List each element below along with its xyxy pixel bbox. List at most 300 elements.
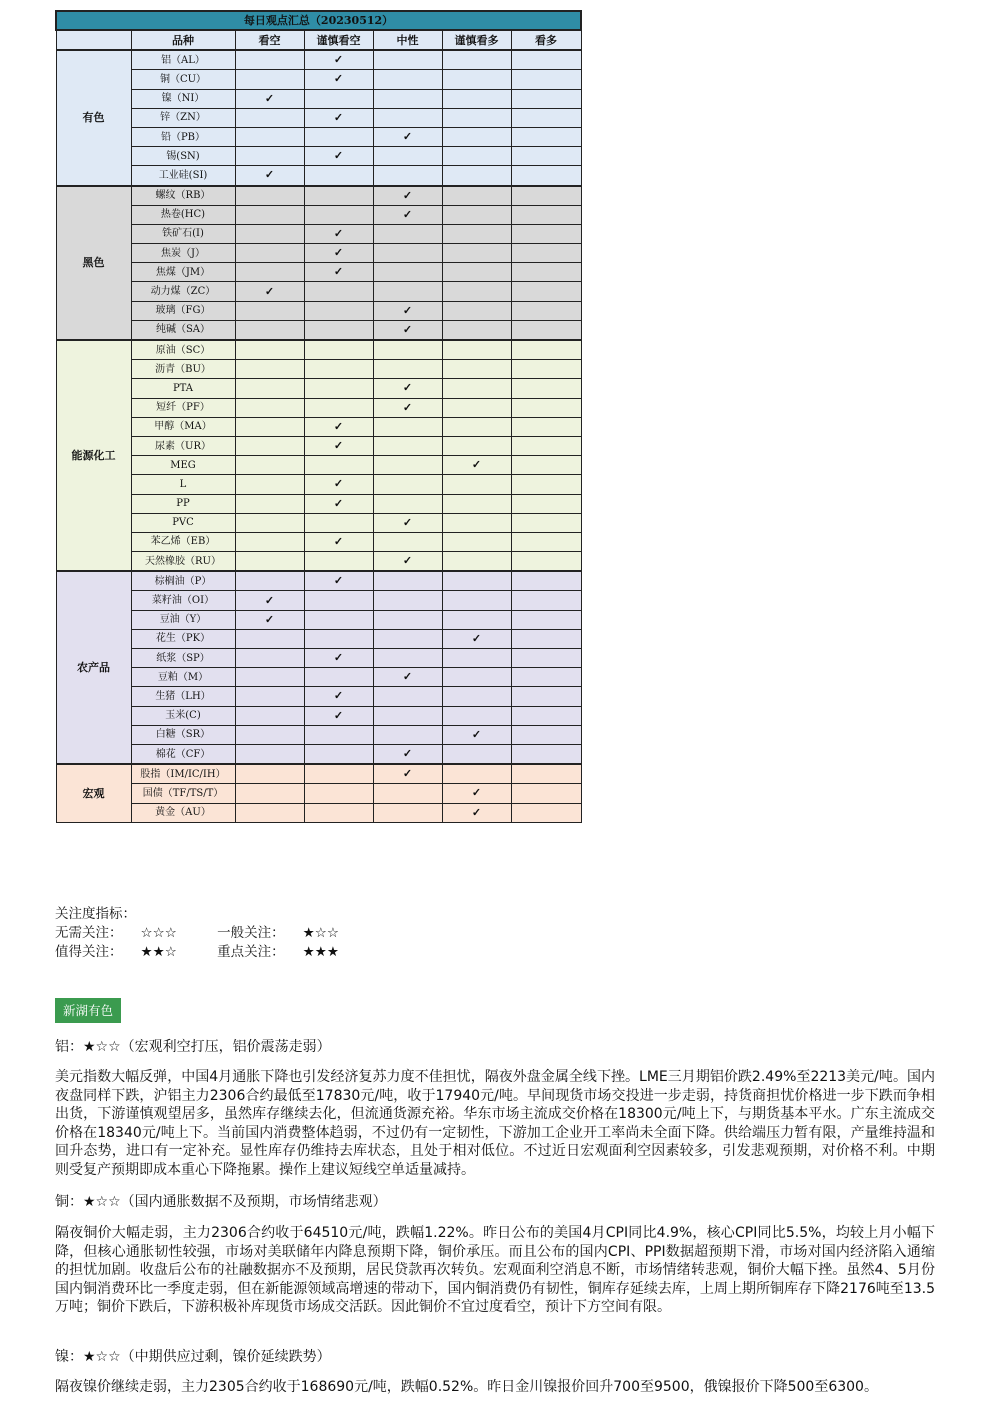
header-variety: 品种 [131,30,235,50]
variety-cell: 棕榈油（P） [131,571,235,591]
view-cell [304,629,373,648]
view-cell [442,70,511,89]
view-cell [304,532,373,551]
variety-cell: 纯碱（SA） [131,320,235,340]
view-cell [304,649,373,668]
view-cell [442,571,511,591]
check-mark-icon: ✓ [333,226,344,240]
view-cell [304,89,373,108]
view-cell [235,301,304,320]
view-cell [235,379,304,398]
view-cell [304,166,373,186]
view-cell [235,147,304,166]
view-cell [511,764,581,784]
variety-cell: 焦炭（J） [131,244,235,263]
view-cell [235,263,304,282]
variety-cell: 铝（AL） [131,50,235,70]
check-mark-icon: ✓ [333,265,344,279]
legend-row [55,924,375,943]
variety-cell: 短纤（PF） [131,398,235,417]
view-cell [304,456,373,475]
view-cell [442,417,511,436]
variety-cell: 锡(SN) [131,147,235,166]
view-cell [235,803,304,822]
table-row [56,436,581,455]
view-cell [511,398,581,417]
view-cell [373,494,442,513]
view-cell [304,552,373,572]
table-row [56,398,581,417]
variety-cell: MEG [131,456,235,475]
view-cell [373,244,442,263]
view-cell [304,725,373,744]
view-cell [235,571,304,591]
view-cell [373,166,442,186]
view-cell [442,706,511,725]
variety-cell: 国债（TF/TS/T） [131,784,235,803]
view-cell [373,301,442,320]
table-row [56,532,581,551]
view-cell [511,263,581,282]
view-cell [511,475,581,494]
variety-cell: 锌（ZN） [131,108,235,127]
view-cell [235,108,304,127]
check-mark-icon: ✓ [333,574,344,588]
variety-cell: 股指（IM/IC/IH） [131,764,235,784]
view-cell [373,513,442,532]
check-mark-icon: ✓ [264,284,275,298]
variety-cell: 天然橡胶（RU） [131,552,235,572]
view-cell [235,706,304,725]
check-mark-icon: ✓ [264,91,275,105]
view-cell [373,417,442,436]
view-cell [511,513,581,532]
view-cell [442,784,511,803]
table-row [56,513,581,532]
check-mark-icon: ✓ [402,767,413,781]
view-cell [511,494,581,513]
view-cell [235,166,304,186]
view-cell [235,320,304,340]
view-cell [304,244,373,263]
view-cell [304,282,373,301]
view-cell [373,532,442,551]
table-row [56,803,581,822]
view-cell [373,610,442,629]
view-cell [235,532,304,551]
table-row [56,744,581,764]
view-cell [304,744,373,764]
variety-cell: 沥青（BU） [131,360,235,379]
check-mark-icon: ✓ [333,246,344,260]
view-cell [235,494,304,513]
table-row [56,50,581,70]
view-cell [373,224,442,243]
table-title: 每日观点汇总（20230512） [56,11,581,30]
check-mark-icon: ✓ [402,381,413,395]
view-cell [442,764,511,784]
check-mark-icon: ✓ [471,786,482,800]
check-mark-icon: ✓ [333,149,344,163]
view-cell [442,475,511,494]
view-cell [442,668,511,687]
view-cell [442,610,511,629]
variety-cell: 甲醇（MA） [131,417,235,436]
check-mark-icon: ✓ [471,631,482,645]
view-cell [304,494,373,513]
view-cell [304,784,373,803]
view-cell [373,687,442,706]
view-cell [373,552,442,572]
view-cell [235,50,304,70]
view-cell [235,398,304,417]
view-cell [373,436,442,455]
view-cell [304,436,373,455]
view-cell [442,532,511,551]
view-cell [511,456,581,475]
view-cell [235,456,304,475]
view-cell [235,725,304,744]
variety-cell: 铁矿石(I) [131,224,235,243]
category-cell: 宏观 [56,764,131,822]
view-cell [235,744,304,764]
view-cell [511,320,581,340]
category-cell: 有色 [56,50,131,185]
view-cell [235,340,304,360]
variety-cell: 焦煤（JM） [131,263,235,282]
view-cell [373,706,442,725]
view-cell [511,571,581,591]
view-cell [373,591,442,610]
view-cell [442,282,511,301]
view-cell [304,340,373,360]
view-cell [304,205,373,224]
view-cell [235,127,304,146]
variety-cell: 热卷(HC) [131,205,235,224]
view-cell [304,398,373,417]
variety-cell: 纸浆（SP） [131,649,235,668]
view-cell [373,379,442,398]
check-mark-icon: ✓ [402,188,413,202]
view-cell [373,803,442,822]
view-cell [511,147,581,166]
view-cell [442,205,511,224]
view-cell [373,263,442,282]
view-cell [442,224,511,243]
view-cell [304,263,373,282]
view-cell [304,360,373,379]
view-cell [373,784,442,803]
table-row [56,687,581,706]
view-cell [511,340,581,360]
view-cell [511,649,581,668]
view-cell [442,127,511,146]
table-row [56,340,581,360]
view-cell [442,244,511,263]
check-mark-icon: ✓ [402,670,413,684]
view-cell [511,532,581,551]
check-mark-icon: ✓ [333,651,344,665]
table-row [56,456,581,475]
view-cell [442,108,511,127]
view-cell [442,166,511,186]
view-cell [373,108,442,127]
view-cell [235,244,304,263]
view-cell [373,725,442,744]
variety-cell: 玻璃（FG） [131,301,235,320]
view-cell [373,320,442,340]
view-cell [373,205,442,224]
variety-cell: 动力煤（ZC） [131,282,235,301]
legend-title: 关注度指标： [55,906,136,922]
header-cautious-bearish: 谨慎看空 [304,30,373,50]
table-row [56,186,581,206]
header-bearish: 看空 [235,30,304,50]
view-cell [511,127,581,146]
view-cell [373,668,442,687]
view-cell [304,70,373,89]
view-cell [511,301,581,320]
view-cell [304,224,373,243]
check-mark-icon: ✓ [264,168,275,182]
view-cell [235,764,304,784]
variety-cell: L [131,475,235,494]
view-cell [442,687,511,706]
table-row [56,668,581,687]
view-cell [511,244,581,263]
table-row [56,475,581,494]
view-cell [511,629,581,648]
article-heading-copper: 铜：★☆☆（国内通胀数据不及预期，市场情绪悲观） [55,1194,387,1210]
view-cell [442,301,511,320]
table-row [56,89,581,108]
view-cell [235,687,304,706]
view-cell [442,186,511,206]
view-cell [304,147,373,166]
view-cell [511,687,581,706]
check-mark-icon: ✓ [471,458,482,472]
view-cell [235,610,304,629]
check-mark-icon: ✓ [402,554,413,568]
check-mark-icon: ✓ [402,515,413,529]
view-cell [373,127,442,146]
view-cell [442,50,511,70]
legend-item: 重点关注： ★★★ [217,944,339,960]
view-cell [373,89,442,108]
view-cell [511,803,581,822]
view-cell [235,513,304,532]
view-cell [373,282,442,301]
view-cell [511,436,581,455]
table-row [56,649,581,668]
view-cell [235,475,304,494]
check-mark-icon: ✓ [402,322,413,336]
variety-cell: PP [131,494,235,513]
view-cell [304,706,373,725]
view-cell [442,494,511,513]
view-cell [373,147,442,166]
view-cell [442,649,511,668]
view-cell [442,263,511,282]
article-heading-aluminum: 铝：★☆☆（宏观利空打压，铝价震荡走弱） [55,1039,331,1055]
table-body [56,50,581,822]
check-mark-icon: ✓ [402,130,413,144]
check-mark-icon: ✓ [333,110,344,124]
variety-cell: 苯乙烯（EB） [131,532,235,551]
view-cell [373,649,442,668]
table-row [56,417,581,436]
view-cell [511,360,581,379]
variety-cell: PVC [131,513,235,532]
view-cell [373,475,442,494]
view-cell [511,552,581,572]
view-cell [511,166,581,186]
view-cell [511,379,581,398]
legend-row [55,943,375,962]
view-cell [235,784,304,803]
view-cell [373,571,442,591]
view-cell [511,417,581,436]
variety-cell: PTA [131,379,235,398]
view-cell [235,417,304,436]
view-cell [373,764,442,784]
view-cell [235,205,304,224]
table-row [56,725,581,744]
view-cell [304,571,373,591]
header-cautious-bullish: 谨慎看多 [442,30,511,50]
view-cell [442,629,511,648]
view-cell [511,50,581,70]
view-cell [442,340,511,360]
view-cell [442,379,511,398]
table-row [56,571,581,591]
view-cell [373,50,442,70]
variety-cell: 镍（NI） [131,89,235,108]
variety-cell: 黄金（AU） [131,803,235,822]
variety-cell: 原油（SC） [131,340,235,360]
check-mark-icon: ✓ [333,72,344,86]
view-cell [304,668,373,687]
variety-cell: 菜籽油（OI） [131,591,235,610]
article-body-copper: 隔夜铜价大幅走弱，主力2306合约收于64510元/吨，跌幅1.22%。昨日公布的美国4月CPI同比4.9%，核心CPI同比5.5%，均较上月小幅下降，但核心通胀韧性较强，市场对美联储年内降息预期下降，铜价承压。而且公布的国内CPI、PPI数据超预期下滑，市场对国内经济陷入通缩的担忧加剧。收盘后公布的社融数据亦不及预期，居民贷款再次转负。宏观面利空消息不断，市场情绪转悲观，铜价大幅下挫。虽然4、5月份国内铜消费环比一季度走弱，但在新能源领域高增速的带动下，国内铜消费仍有韧性，铜库存延续去库，上周上期所铜库存下降2176吨至13.5万吨；铜价下跌后，下游积极补库现货市场成交活跃。因此铜价不宜过度看空，预计下方空间有限。 [55,1225,935,1315]
view-cell [304,687,373,706]
view-cell [373,629,442,648]
table-row [56,147,581,166]
view-cell [511,186,581,206]
variety-cell: 豆粕（M） [131,668,235,687]
view-cell [235,668,304,687]
view-cell [235,186,304,206]
view-cell [304,591,373,610]
table-row [56,205,581,224]
check-mark-icon: ✓ [402,303,413,317]
article-body-aluminum: 美元指数大幅反弹，中国4月通胀下降也引发经济复苏力度不佳担忧，隔夜外盘金属全线下挫。LME三月期铝价跌2.49%至2213美元/吨。国内夜盘同样下跌，沪铝主力2306合约最低至17830元/吨，收于17940元/吨。早间现货市场交投进一步走弱，持货商担忧价格进一步下跌而争相出货，下游谨慎观望居多，虽然库存继续去化，但流通货源充裕。华东市场主流成交价格在18300元/吨上下，与期货基本平水。广东主流成交价格在18340元/吨上下。当前国内消费整体趋弱，不过仍有一定韧性，下游加工企业开工率尚未全面下降。供给端压力暂有限，产量维持温和回升态势，进口有一定补充。显性库存仍维持去库状态，且处于相对低位。不过近日宏观面利空因素较多，引发悲观预期，对价格不利。中期则受复产预期即成本重心下降拖累。操作上建议短线空单适量减持。 [55,1069,935,1178]
table-row [56,494,581,513]
view-cell [511,108,581,127]
table-row [56,706,581,725]
variety-cell: 工业硅(SI) [131,166,235,186]
view-cell [304,379,373,398]
variety-cell: 棉花（CF） [131,744,235,764]
table-row [56,379,581,398]
variety-cell: 尿素（UR） [131,436,235,455]
article-body-nickel: 隔夜镍价继续走弱，主力2305合约收于168690元/吨，跌幅0.52%。昨日金川镍报价回升700至9500，俄镍报价下降500至6300。 [55,1379,878,1395]
view-cell [511,610,581,629]
view-cell [511,725,581,744]
view-cell [442,803,511,822]
check-mark-icon: ✓ [264,593,275,607]
variety-cell: 玉米(C) [131,706,235,725]
view-cell [442,360,511,379]
table-row [56,108,581,127]
view-cell [373,360,442,379]
variety-cell: 白糖（SR） [131,725,235,744]
variety-cell: 豆油（Y） [131,610,235,629]
table-row [56,320,581,340]
view-cell [304,610,373,629]
view-cell [511,224,581,243]
table-row [56,360,581,379]
view-cell [304,301,373,320]
attention-legend [55,905,375,962]
view-cell [511,668,581,687]
table-row [56,70,581,89]
header-bullish: 看多 [511,30,581,50]
view-cell [235,436,304,455]
view-cell [304,803,373,822]
table-row [56,629,581,648]
view-cell [235,224,304,243]
view-cell [304,475,373,494]
variety-cell: 花生（PK） [131,629,235,648]
view-cell [235,70,304,89]
view-cell [235,89,304,108]
table-row [56,282,581,301]
table-row [56,610,581,629]
check-mark-icon: ✓ [333,534,344,548]
view-cell [442,398,511,417]
check-mark-icon: ✓ [264,612,275,626]
view-cell [511,744,581,764]
table-row [56,552,581,572]
view-cell [373,744,442,764]
category-cell: 能源化工 [56,340,131,571]
view-cell [511,205,581,224]
view-cell [235,649,304,668]
view-cell [373,70,442,89]
category-cell: 农产品 [56,571,131,764]
view-cell [235,360,304,379]
view-cell [373,456,442,475]
view-cell [373,398,442,417]
variety-cell: 生猪（LH） [131,687,235,706]
view-cell [442,89,511,108]
variety-cell: 铜（CU） [131,70,235,89]
check-mark-icon: ✓ [402,207,413,221]
variety-cell: 铅（PB） [131,127,235,146]
header-category [56,30,131,50]
category-cell: 黑色 [56,186,131,341]
view-cell [511,70,581,89]
view-cell [373,186,442,206]
view-cell [304,127,373,146]
view-cell [442,456,511,475]
check-mark-icon: ✓ [333,477,344,491]
table-row [56,764,581,784]
view-cell [304,417,373,436]
view-cell [304,320,373,340]
view-cell [235,629,304,648]
